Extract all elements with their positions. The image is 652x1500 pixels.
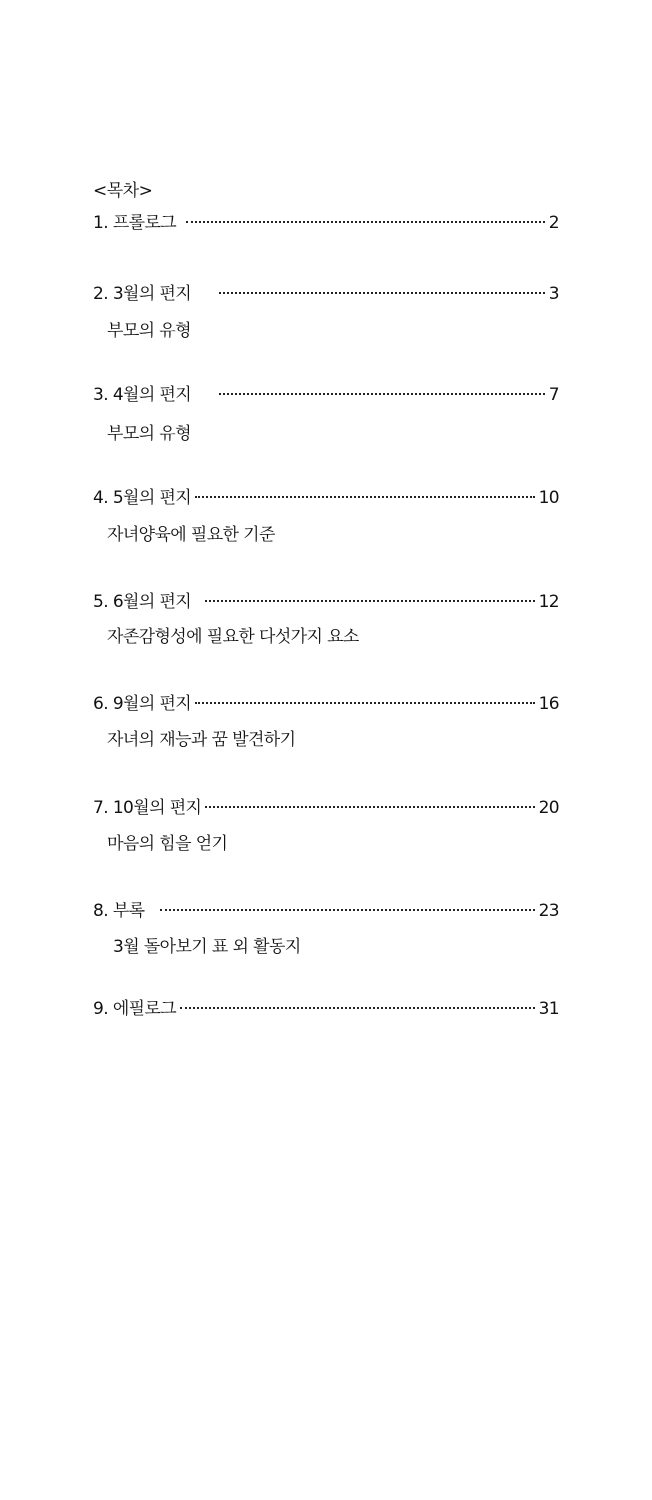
toc-entry-title: 6. 9월의 편지 bbox=[93, 694, 192, 714]
toc-entry-subtitle: 3월 돌아보기 표 외 활동지 bbox=[113, 937, 301, 957]
toc-entry-title: 3. 4월의 편지 bbox=[93, 385, 192, 405]
dot-leader bbox=[160, 909, 534, 911]
dot-leader bbox=[186, 221, 545, 223]
toc-entry-subtitle: 자녀의 재능과 꿈 발견하기 bbox=[107, 730, 296, 750]
dot-leader bbox=[219, 292, 545, 294]
toc-entry-subtitle: 부모의 유형 bbox=[107, 424, 191, 444]
toc-entry-page: 12 bbox=[538, 592, 559, 612]
toc-entry-subtitle: 마음의 힘을 얻기 bbox=[107, 834, 228, 854]
toc-entry[interactable] bbox=[93, 208, 559, 234]
toc-entry-page: 16 bbox=[538, 694, 559, 714]
dot-leader bbox=[219, 393, 545, 395]
toc-entry-title: 9. 에필로그 bbox=[93, 999, 177, 1019]
toc-entry-page: 31 bbox=[538, 999, 559, 1019]
toc-entry-title: 4. 5월의 편지 bbox=[93, 488, 192, 508]
toc-entry-title: 2. 3월의 편지 bbox=[93, 284, 192, 304]
toc-entry-title: 5. 6월의 편지 bbox=[93, 592, 192, 612]
toc-entry[interactable] bbox=[93, 380, 559, 406]
dot-leader bbox=[195, 496, 534, 498]
toc-entry[interactable] bbox=[93, 587, 559, 613]
toc-entry[interactable] bbox=[93, 793, 559, 819]
toc-entry[interactable] bbox=[93, 483, 559, 509]
toc-entry-page: 23 bbox=[538, 901, 559, 921]
toc-entry[interactable] bbox=[93, 994, 559, 1020]
toc-entry-page: 20 bbox=[538, 798, 559, 818]
toc-entry-page: 7 bbox=[548, 385, 559, 405]
toc-entry-title: 1. 프롤로그 bbox=[93, 213, 177, 233]
toc-entry-page: 10 bbox=[538, 488, 559, 508]
toc-entry-title: 7. 10월의 편지 bbox=[93, 798, 202, 818]
toc-entry-title: 8. 부록 bbox=[93, 901, 145, 921]
toc-entry-page: 3 bbox=[548, 284, 559, 304]
toc-entry[interactable] bbox=[93, 279, 559, 305]
toc-entry[interactable] bbox=[93, 689, 559, 715]
toc-entry-subtitle: 자존감형성에 필요한 다섯가지 요소 bbox=[107, 627, 359, 647]
dot-leader bbox=[205, 806, 534, 808]
toc-entry[interactable] bbox=[93, 896, 559, 922]
toc-entry-page: 2 bbox=[548, 213, 559, 233]
dot-leader bbox=[180, 1007, 534, 1009]
dot-leader bbox=[205, 600, 534, 602]
toc-entry-subtitle: 부모의 유형 bbox=[107, 321, 191, 341]
toc-heading: <목차> bbox=[93, 181, 153, 201]
toc-entry-subtitle: 자녀양육에 필요한 기준 bbox=[107, 525, 275, 545]
dot-leader bbox=[195, 702, 534, 704]
